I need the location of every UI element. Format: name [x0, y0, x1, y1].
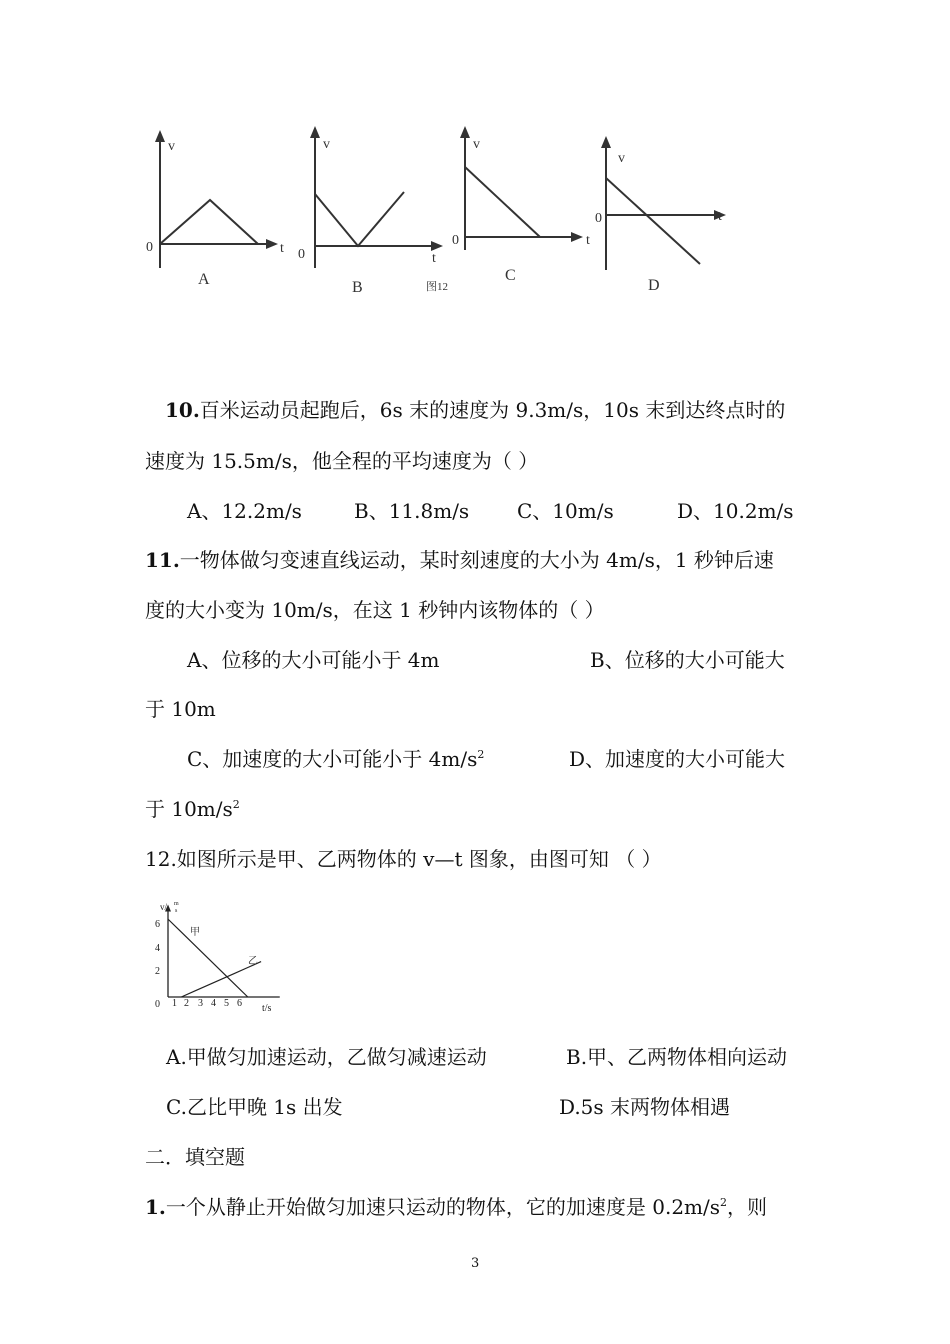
q10-text1: 百米运动员起跑后，6s 末的速度为 9.3m/s，10s 末到达终点时的 — [199, 398, 786, 422]
q12-option-d: D.5s 末两物体相遇 — [559, 1095, 731, 1119]
q12-x-tick-3: 3 — [198, 998, 203, 1009]
q10-option-d: D、10.2m/s — [677, 499, 794, 523]
q12-x-tick-5: 5 — [224, 998, 229, 1009]
q12-x-tick-4: 4 — [211, 998, 216, 1009]
q11-option-b: B、位移的大小可能大 — [590, 648, 785, 672]
graph-b-label: B — [352, 279, 363, 295]
graph-c-v-label: v — [473, 137, 480, 152]
graph-c-line — [465, 167, 540, 237]
graph-a-v-label: v — [168, 139, 175, 154]
graph-b-t-label: t — [432, 251, 436, 266]
q12-series-yi-label: 乙 — [248, 956, 258, 967]
figure-caption: 图12 — [426, 281, 448, 293]
q12-y-tick-2: 2 — [155, 966, 160, 977]
q12-question: 12.如图所示是甲、乙两物体的 v—t 图象，由图可知 （ ） — [145, 847, 662, 871]
q11-text1: 一物体做匀变速直线运动，某时刻速度的大小为 4m/s，1 秒钟后速 — [179, 548, 774, 572]
q11-option-a: A、位移的大小可能小于 4m — [187, 648, 440, 672]
graph-a-line — [160, 200, 258, 244]
q10-option-a: A、12.2m/s — [187, 499, 302, 523]
q10-line2: 速度为 15.5m/s，他全程的平均速度为（ ） — [145, 449, 539, 473]
graph-b-v-label: v — [323, 137, 330, 152]
q11-number: 11. — [145, 548, 180, 572]
graph-b-line — [315, 192, 404, 246]
q12-y-tick-6: 6 — [155, 919, 160, 930]
page-number: 3 — [471, 1256, 480, 1271]
q12-y-unit-den: s — [175, 908, 178, 914]
graph-c-origin: 0 — [452, 233, 459, 248]
section2-q1-number: 1. — [145, 1195, 166, 1219]
q12-option-c: C.乙比甲晚 1s 出发 — [166, 1095, 343, 1119]
q12-series-jia-label: 甲 — [190, 927, 200, 938]
section2-q1: 1.一个从静止开始做匀加速只运动的物体，它的加速度是 $0.2m/s^2$，则 — [145, 1195, 768, 1219]
graph-a-origin: 0 — [146, 240, 153, 255]
q12-origin: 0 — [155, 999, 160, 1010]
q12-option-a: A.甲做匀加速运动，乙做匀减速运动 — [166, 1045, 487, 1069]
graph-d-line — [606, 178, 700, 264]
q11-option-d-cont: 于 $10m/s^2$ — [145, 797, 240, 821]
graph-b-origin: 0 — [298, 247, 305, 262]
q11-line2: 度的大小变为 10m/s，在这 1 秒钟内该物体的（ ） — [145, 598, 605, 622]
q10-line1 — [165, 398, 785, 422]
q12-y-unit-num: m — [174, 901, 179, 907]
q12-option-b: B.甲、乙两物体相向运动 — [566, 1045, 788, 1069]
top-figure — [140, 120, 740, 295]
graph-d-t-label: t — [718, 209, 722, 224]
q12-chart — [150, 893, 290, 1018]
q12-x-label: t/s — [262, 1003, 272, 1014]
q11-option-b-cont: 于 10m — [145, 697, 216, 721]
graph-d-label: D — [648, 277, 660, 294]
q10-number: 10. — [165, 398, 200, 422]
q12-y-tick-4: 4 — [155, 943, 160, 954]
q12-x-tick-6: 6 — [237, 998, 242, 1009]
q12-y-label: v/ — [160, 902, 168, 912]
q10-option-b: B、11.8m/s — [354, 499, 470, 523]
graph-d-origin: 0 — [595, 211, 602, 226]
q12-x-tick-1: 1 — [172, 998, 177, 1009]
q11-option-d: D、加速度的大小可能大 — [569, 747, 786, 771]
graph-a-label: A — [198, 271, 210, 288]
q11-line1 — [145, 548, 774, 572]
q11-option-c: C、加速度的大小可能小于 $4m/s^2$ — [187, 747, 485, 771]
q12-x-tick-2: 2 — [184, 998, 189, 1009]
q10-option-c: C、10m/s — [517, 499, 614, 523]
graph-d-v-label: v — [618, 151, 625, 166]
graph-c-label: C — [505, 267, 516, 284]
graph-c-t-label: t — [586, 233, 590, 248]
section2-title: 二．填空题 — [145, 1145, 245, 1169]
graph-a-t-label: t — [280, 241, 284, 256]
